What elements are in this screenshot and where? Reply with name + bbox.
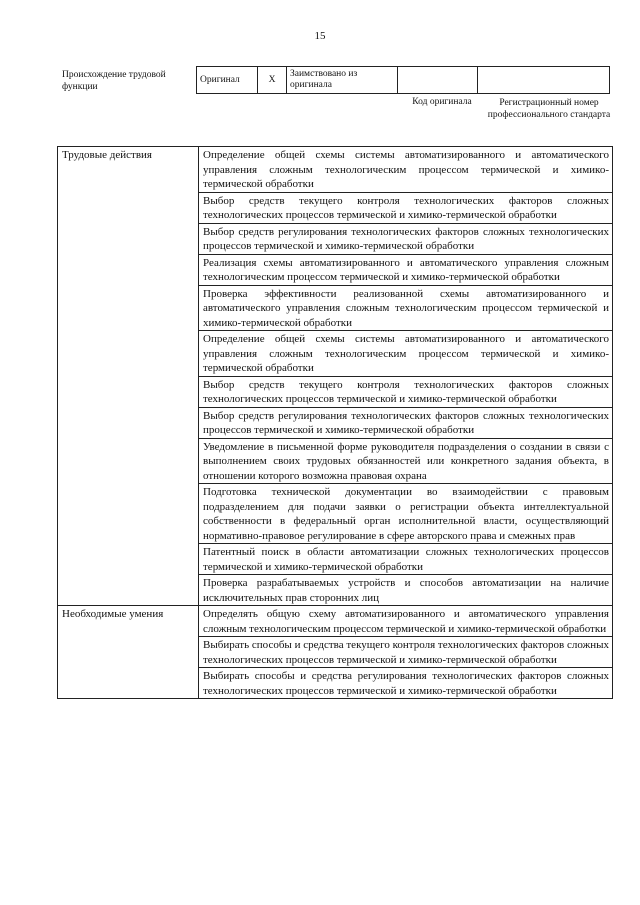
table-row bbox=[58, 606, 613, 637]
table-cell: Выбор средств текущего контроля технологических факторов сложных технологических процессов термической и химико-термической обработки bbox=[199, 192, 613, 223]
origin-table bbox=[196, 66, 610, 94]
reg-caption: Регистрационный номер профессионального стандарта bbox=[487, 98, 611, 120]
origin-label: Происхождение трудовой функции bbox=[62, 70, 166, 92]
section-title: Необходимые умения bbox=[58, 606, 199, 699]
code-cell bbox=[398, 67, 478, 94]
table-cell: Определение общей схемы системы автоматизированного и автоматического управления сложным технологическим процессом термической и химико-термической обработки bbox=[199, 331, 613, 377]
table-cell: Определение общей схемы системы автоматизированного и автоматического управления сложным технологическим процессом термической и химико-термической обработки bbox=[199, 147, 613, 193]
table-row bbox=[58, 147, 613, 193]
table-cell: Реализация схемы автоматизированного и автоматического управления сложным технологическим процессом термической и химико-термической обработки bbox=[199, 254, 613, 285]
table-cell: Подготовка технической документации во взаимодействии с правовым подразделением для подачи заявки о регистрации объекта интеллектуальной собственности в федеральный орган исполнительной власти, осуществляющий нормативно-правовое регулирование в сфере авторского права и смежных прав bbox=[199, 484, 613, 544]
table-cell: Определять общую схему автоматизированного и автоматического управления сложным технологическим процессом термической и химико-термической обработки bbox=[199, 606, 613, 637]
table-cell: Выбор средств регулирования технологических факторов сложных технологических процессов термической и химико-термической обработки bbox=[199, 407, 613, 438]
table-cell: Выбирать способы и средства текущего контроля технологических факторов сложных технологических процессов термической и химико-термической обработки bbox=[199, 637, 613, 668]
functions-table bbox=[57, 146, 613, 699]
original-mark: X bbox=[258, 67, 287, 94]
table-cell: Проверка эффективности реализованной схемы автоматизированного и автоматического управления сложным технологическим процессом термической и химико-термической обработки bbox=[199, 285, 613, 331]
original-cell: Оригинал bbox=[197, 67, 258, 94]
table-cell: Проверка разрабатываемых устройств и способов автоматизации на наличие исключительных прав сторонних лиц bbox=[199, 575, 613, 606]
table-cell: Выбирать способы и средства регулирования технологических факторов сложных технологических процессов термической и химико-термической обработки bbox=[199, 668, 613, 699]
table-cell: Уведомление в письменной форме руководителя подразделения о создании в связи с выполнением своих трудовых обязанностей или конкретного задания объекта, в отношении которого возможна правовая охрана bbox=[199, 438, 613, 484]
section-title: Трудовые действия bbox=[58, 147, 199, 606]
reg-number-cell bbox=[478, 67, 610, 94]
borrowed-cell: Заимствовано из оригинала bbox=[287, 67, 398, 94]
table-cell: Выбор средств регулирования технологических факторов сложных технологических процессов термической и химико-термической обработки bbox=[199, 223, 613, 254]
page-number: 15 bbox=[314, 30, 326, 42]
code-caption: Код оригинала bbox=[412, 97, 472, 107]
table-cell: Выбор средств текущего контроля технологических факторов сложных технологических процессов термической и химико-термической обработки bbox=[199, 376, 613, 407]
table-cell: Патентный поиск в области автоматизации сложных технологических процессов термической и химико-термической обработки bbox=[199, 544, 613, 575]
